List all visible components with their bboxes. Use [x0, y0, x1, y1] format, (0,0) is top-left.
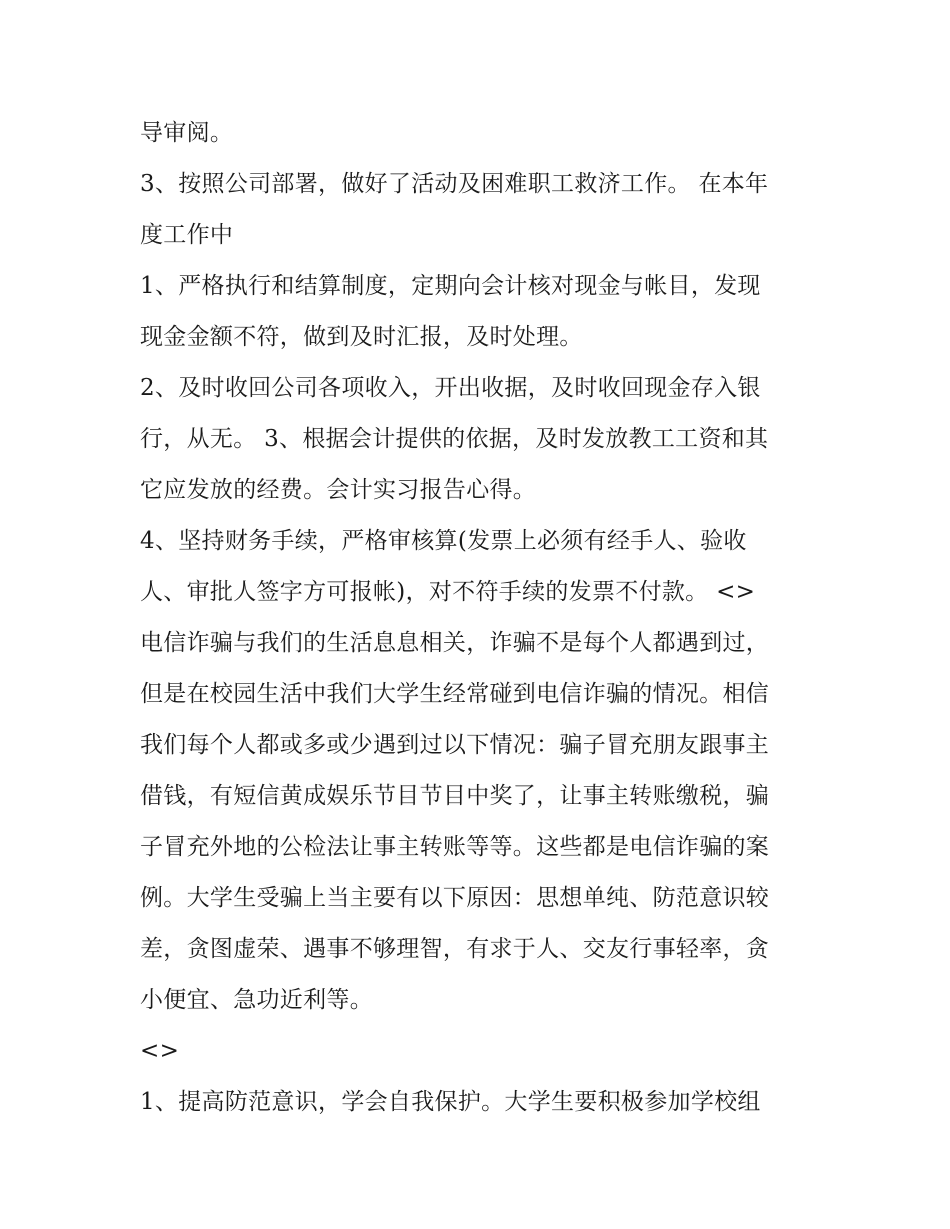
text-line: 1、严格执行和结算制度，定期向会计核对现金与帐目，发现 — [140, 273, 761, 299]
text-line: 它应发放的经费。会计实习报告心得。 — [140, 477, 537, 503]
text-line: 例。大学生受骗上当主要有以下原因：思想单纯、防范意识较 — [140, 885, 770, 911]
text-line: 4、坚持财务手续，严格审核算(发票上必须有经手人、验收 — [140, 528, 747, 554]
text-line: 行，从无。 3、根据会计提供的依据，及时发放教工工资和其 — [140, 426, 769, 452]
text-line: 1、提高防范意识，学会自我保护。大学生要积极参加学校组 — [140, 1089, 761, 1115]
text-line: 但是在校园生活中我们大学生经常碰到电信诈骗的情况。相信 — [140, 681, 770, 707]
text-line: 现金金额不符，做到及时汇报，及时处理。 — [140, 324, 583, 350]
text-line: 借钱，有短信黄成娱乐节目节目中奖了，让事主转账缴税，骗 — [140, 783, 770, 809]
text-line: 人、审批人签字方可报帐)，对不符手续的发票不付款。 <> — [140, 579, 756, 605]
text-line: 3、按照公司部署，做好了活动及困难职工救济工作。 在本年 — [140, 171, 769, 197]
text-line: <> — [140, 1038, 180, 1064]
text-line: 导审阅。 — [140, 120, 234, 146]
text-line: 我们每个人都或多或少遇到过以下情况：骗子冒充朋友跟事主 — [140, 732, 770, 758]
text-line: 差，贪图虚荣、遇事不够理智，有求于人、交友行事轻率，贪 — [140, 936, 770, 962]
text-line: 电信诈骗与我们的生活息息相关，诈骗不是每个人都遇到过， — [140, 630, 770, 656]
text-line: 2、及时收回公司各项收入，开出收据，及时收回现金存入银 — [140, 375, 761, 401]
text-line: 子冒充外地的公检法让事主转账等等。这些都是电信诈骗的案 — [140, 834, 770, 860]
document-body — [140, 108, 830, 1128]
text-line: 小便宜、急功近利等。 — [140, 987, 373, 1013]
text-line: 度工作中 — [140, 222, 234, 248]
